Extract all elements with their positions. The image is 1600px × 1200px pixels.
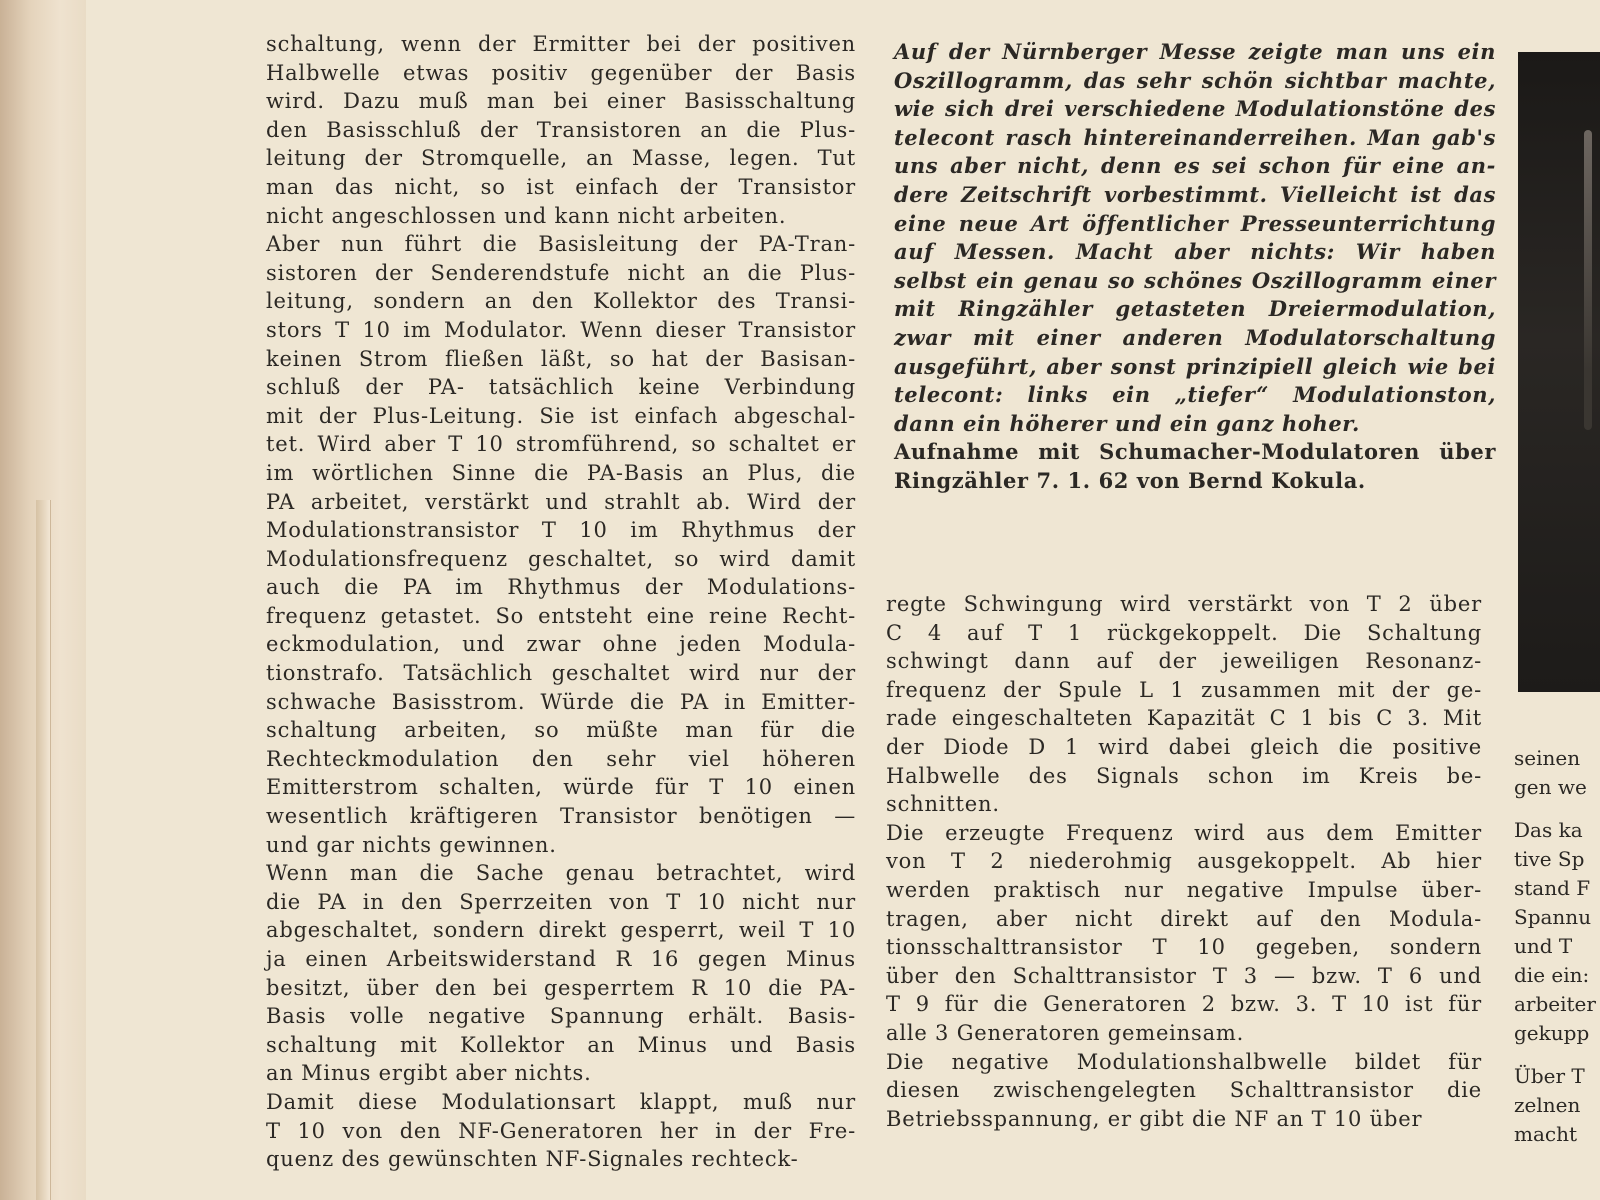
cut-off-text-line: stand F	[1514, 876, 1591, 900]
text-line: Modulationsfrequenz geschaltet, so wird damit	[266, 546, 856, 571]
paragraph	[886, 590, 1482, 819]
text-line: abgeschaltet, sondern direkt gesperrt, weil T 10	[266, 918, 856, 943]
text-line: auch die PA im Rhythmus der Modulations-	[266, 575, 856, 600]
text-line: besitzt, über den bei gesperrtem R 10 die PA-	[266, 975, 856, 1000]
text-line: nicht angeschlossen und kann nicht arbeiten.	[266, 203, 787, 228]
text-line: frequenz getastet. So entsteht eine reine Recht-	[266, 603, 856, 628]
text-line: tet. Wird aber T 10 stromführend, so schaltet er	[266, 432, 856, 457]
text-line: wird. Dazu muß man bei einer Basisschaltung	[266, 89, 856, 114]
credit-line: Aufnahme mit Schumacher-Modulatoren über	[894, 439, 1496, 465]
text-line: an Minus ergibt aber nichts.	[266, 1061, 592, 1086]
cut-off-text-line: Das ka	[1514, 818, 1583, 842]
text-line: T 9 für die Generatoren 2 bzw. 3. T 10 ist für	[886, 992, 1482, 1017]
credit-line: Ringzähler 7. 1. 62 von Bernd Kokula.	[894, 467, 1366, 493]
paragraph	[886, 1048, 1482, 1134]
text-line: tionsschalttransistor T 10 gegeben, sondern	[886, 935, 1482, 960]
text-line: über den Schalttransistor T 3 — bzw. T 6 und	[886, 963, 1482, 988]
cut-off-text-line: Über T	[1514, 1064, 1585, 1088]
text-line: schwingt dann auf der jeweiligen Resonanz-	[886, 649, 1482, 674]
caption-line: Oszillogramm, das sehr schön sichtbar machte,	[894, 67, 1496, 93]
text-line: diesen zwischengelegten Schalttransistor die	[886, 1078, 1482, 1103]
text-line: alle 3 Generatoren gemeinsam.	[886, 1020, 1245, 1045]
photo-credit	[894, 438, 1496, 495]
text-line: werden praktisch nur negative Impulse über-	[886, 877, 1482, 902]
torn-page-edge	[36, 500, 51, 1200]
text-line: Wenn man die Sache genau betrachtet, wird	[266, 861, 856, 886]
text-line: C 4 auf T 1 rückgekoppelt. Die Schaltung	[886, 620, 1482, 645]
right-text-column	[886, 590, 1482, 1133]
caption-line: selbst ein genau so schönes Oszillogramm einer	[894, 267, 1496, 293]
text-line: leitung der Stromquelle, an Masse, legen. Tut	[266, 146, 856, 171]
caption-line: uns aber nicht, denn es sei schon für eine an-	[894, 153, 1496, 179]
text-line: schnitten.	[886, 792, 1000, 817]
cut-off-text-line: gekupp	[1514, 1021, 1590, 1045]
paragraph	[266, 859, 856, 1088]
text-line: und gar nichts gewinnen.	[266, 832, 557, 857]
cut-off-text-line: seinen	[1514, 746, 1581, 770]
text-line: Die negative Modulationshalbwelle bildet für	[886, 1049, 1482, 1074]
text-line: T 10 von den NF-Generatoren her in der Fre-	[266, 1118, 856, 1143]
photo-caption-text	[894, 38, 1496, 496]
text-line: die PA in den Sperrzeiten von T 10 nicht nur	[266, 889, 856, 914]
text-line: mit der Plus-Leitung. Sie ist einfach abgeschal-	[266, 403, 856, 428]
caption-line: dann ein höherer und ein ganz hoher.	[894, 410, 1360, 436]
text-line: rade eingeschalteten Kapazität C 1 bis C 3. Mit	[886, 706, 1482, 731]
paragraph	[266, 230, 856, 859]
text-line: von T 2 niederohmig ausgekoppelt. Ab hier	[886, 849, 1482, 874]
text-line: ja einen Arbeitswiderstand R 16 gegen Minus	[266, 947, 856, 971]
text-line: schwache Basisstrom. Würde die PA in Emitter-	[266, 689, 856, 714]
cut-off-text-line: arbeiter	[1514, 992, 1596, 1016]
text-line: tionstrafo. Tatsächlich geschaltet wird nur der	[266, 661, 856, 686]
paragraph	[266, 30, 856, 230]
text-line: PA arbeitet, verstärkt und strahlt ab. Wird der	[266, 489, 856, 514]
text-line: keinen Strom fließen läßt, so hat der Basisan-	[266, 346, 856, 371]
text-line: regte Schwingung wird verstärkt von T 2 über	[886, 592, 1482, 616]
text-line: Halbwelle etwas positiv gegenüber der Basis	[266, 60, 856, 85]
paragraph	[266, 1088, 856, 1174]
oscillogram-trace	[1584, 130, 1592, 430]
left-text-column	[266, 30, 856, 1174]
cut-off-text-line: die ein:	[1514, 963, 1590, 987]
caption-line: zwar mit einer anderen Modulatorschaltung	[894, 324, 1496, 350]
text-line: der Diode D 1 wird dabei gleich die positive	[886, 734, 1482, 759]
text-line: schaltung arbeiten, so müßte man für die	[266, 718, 856, 743]
text-line: stors T 10 im Modulator. Wenn dieser Transistor	[266, 317, 856, 342]
paragraph	[886, 819, 1482, 1048]
text-line: leitung, sondern an den Kollektor des Transi-	[266, 289, 856, 314]
text-line: schluß der PA- tatsächlich keine Verbindung	[266, 375, 856, 400]
text-line: quenz des gewünschten NF-Signales rechteck-	[266, 1147, 799, 1172]
text-line: schaltung mit Kollektor an Minus und Basis	[266, 1032, 856, 1057]
text-line: Die erzeugte Frequenz wird aus dem Emitter	[886, 820, 1482, 845]
caption-line: wie sich drei verschiedene Modulationstöne des	[894, 96, 1496, 122]
caption-line: telecont rasch hintereinanderreihen. Man gab's	[894, 124, 1496, 150]
caption-line: mit Ringzähler getasteten Dreiermodulation,	[894, 296, 1496, 322]
text-line: sistoren der Senderendstufe nicht an die Plus-	[266, 260, 856, 285]
caption-line: Auf der Nürnberger Messe zeigte man uns ein	[894, 39, 1496, 64]
text-line: Betriebsspannung, er gibt die NF an T 10 über	[886, 1106, 1423, 1131]
caption-line: auf Messen. Macht aber nichts: Wir haben	[894, 239, 1496, 265]
cut-off-text-line: tive Sp	[1514, 847, 1585, 871]
caption-line: dere Zeitschrift vorbestimmt. Vielleicht ist das	[894, 181, 1496, 207]
text-line: eckmodulation, und zwar ohne jeden Modula-	[266, 632, 856, 657]
cut-off-text-line: gen we	[1514, 775, 1587, 799]
text-line: Modulationstransistor T 10 im Rhythmus der	[266, 518, 856, 543]
caption-line: eine neue Art öffentlicher Presseunterrichtung	[894, 210, 1496, 236]
cut-off-text-line: Spannu	[1514, 905, 1592, 929]
text-line: frequenz der Spule L 1 zusammen mit der ge-	[886, 677, 1482, 702]
text-line: man das nicht, so ist einfach der Transistor	[266, 174, 856, 199]
text-line: Rechteckmodulation den sehr viel höheren	[266, 746, 856, 771]
text-line: tragen, aber nicht direkt auf den Modula-	[886, 906, 1482, 931]
text-line: im wörtlichen Sinne die PA-Basis an Plus, die	[266, 460, 856, 485]
text-line: Aber nun führt die Basisleitung der PA-Tran-	[266, 232, 856, 257]
cut-off-text-line: macht	[1514, 1122, 1578, 1146]
text-line: schaltung, wenn der Ermitter bei der positiven	[266, 32, 856, 56]
far-right-text-fragment	[1514, 744, 1600, 1149]
text-line: Damit diese Modulationsart klappt, muß nur	[266, 1089, 856, 1114]
cut-off-text-line: und T	[1514, 934, 1573, 958]
caption-paragraph	[894, 38, 1496, 438]
caption-line: telecont: links ein „tiefer“ Modulationston,	[894, 382, 1496, 408]
caption-line: ausgeführt, aber sonst prinzipiell gleich wie bei	[894, 353, 1496, 379]
text-line: Basis volle negative Spannung erhält. Basis-	[266, 1004, 856, 1029]
text-line: den Basisschluß der Transistoren an die Plus-	[266, 117, 856, 142]
text-line: Halbwelle des Signals schon im Kreis be-	[886, 763, 1482, 788]
text-line: Emitterstrom schalten, würde für T 10 einen	[266, 775, 856, 800]
text-line: wesentlich kräftigeren Transistor benötigen —	[266, 804, 856, 829]
cut-off-text-line: zelnen	[1514, 1093, 1581, 1117]
